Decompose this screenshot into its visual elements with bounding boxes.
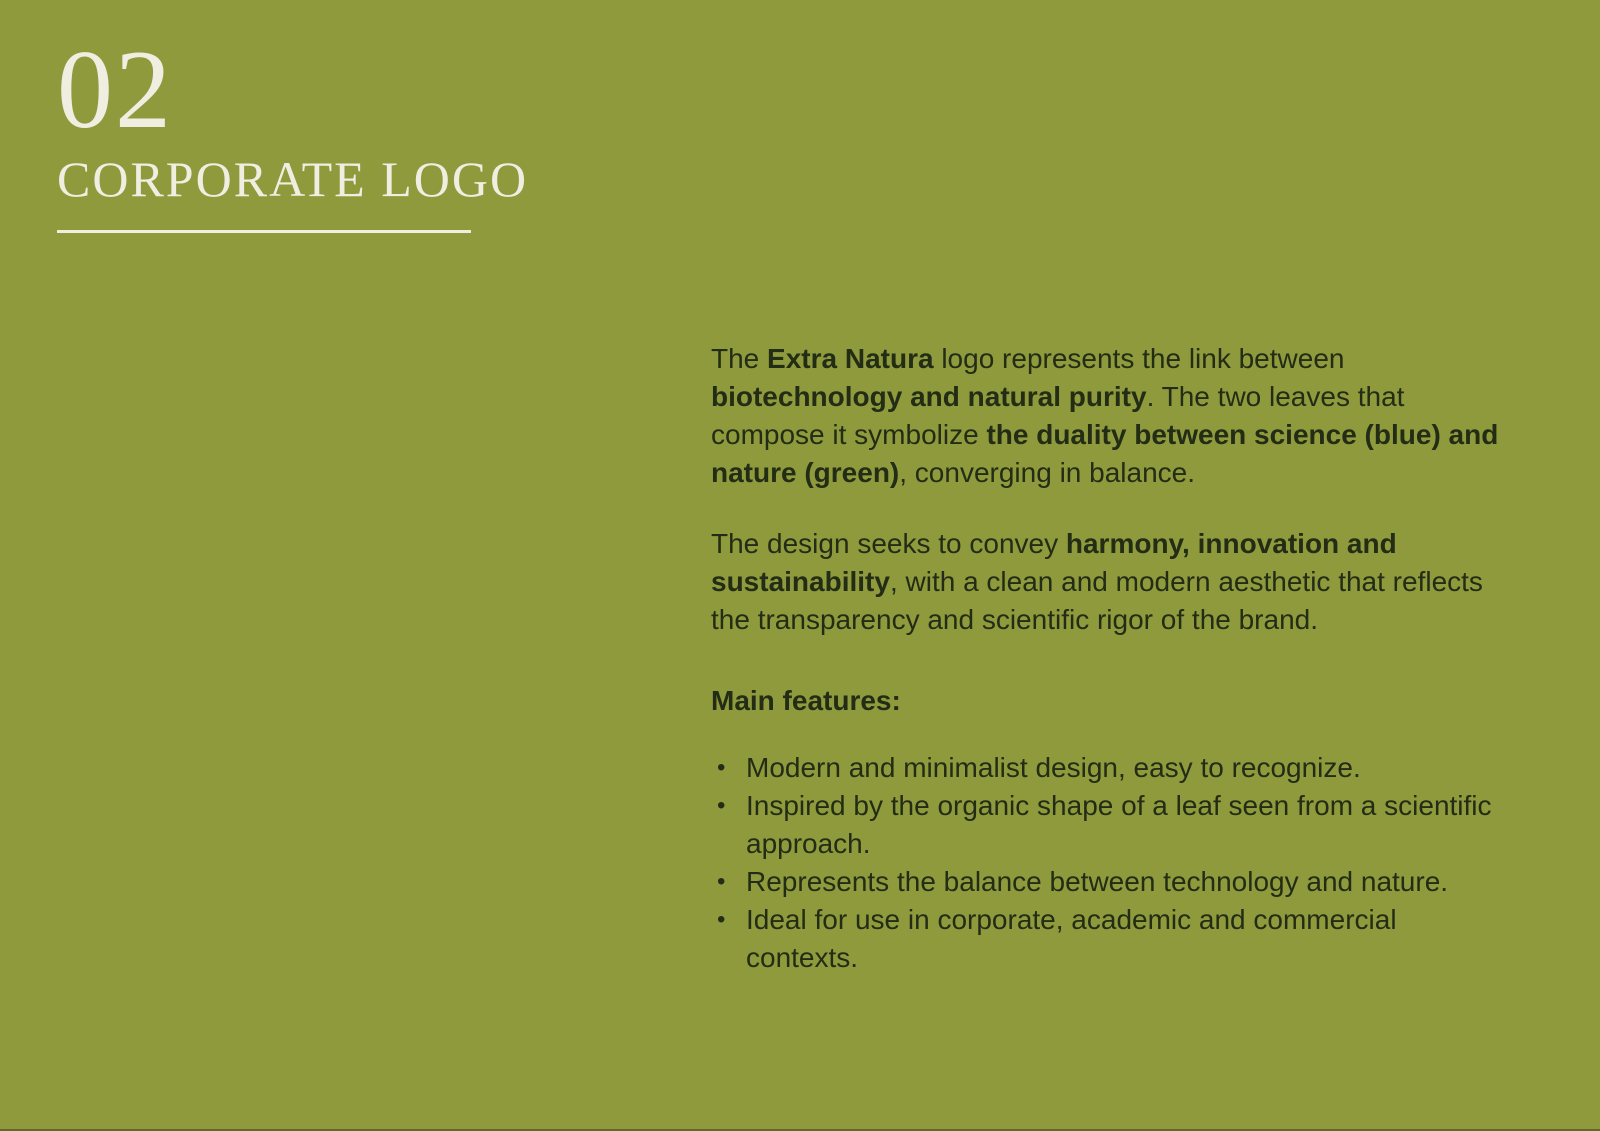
bullet-text: Modern and minimalist design, easy to recognize.: [746, 752, 1361, 783]
header-divider: [57, 230, 471, 233]
body-text: [711, 340, 1503, 977]
design-paragraph: The design seeks to convey harmony, innovation and sustainability, with a clean and modern aesthetic that reflects the transparency and scientific rigor of the brand.: [711, 528, 1483, 635]
bullet-text: Ideal for use in corporate, academic and commercial contexts.: [746, 904, 1397, 973]
intro-paragraph: The Extra Natura logo represents the link between biotechnology and natural purity. The two leaves that compose it symbolize the duality between science (blue) and nature (green), converging in balance.: [711, 343, 1499, 488]
list-item: [711, 749, 1503, 787]
bullet-text: Represents the balance between technology and nature.: [746, 866, 1449, 897]
section-header: [57, 28, 529, 233]
paragraphs-container: [711, 340, 1503, 639]
bullet-icon: •: [717, 754, 726, 781]
features-heading: Main features:: [711, 685, 901, 716]
section-number: 02: [57, 28, 173, 152]
bullet-icon: •: [717, 792, 726, 819]
page-title: CORPORATE LOGO: [57, 151, 529, 207]
bullet-text: Inspired by the organic shape of a leaf seen from a scientific approach.: [746, 790, 1492, 859]
list-item: [711, 787, 1503, 863]
list-item: [711, 901, 1503, 977]
list-item: [711, 863, 1503, 901]
bullet-icon: •: [717, 906, 726, 933]
bullet-icon: •: [717, 868, 726, 895]
features-list: [711, 749, 1503, 977]
